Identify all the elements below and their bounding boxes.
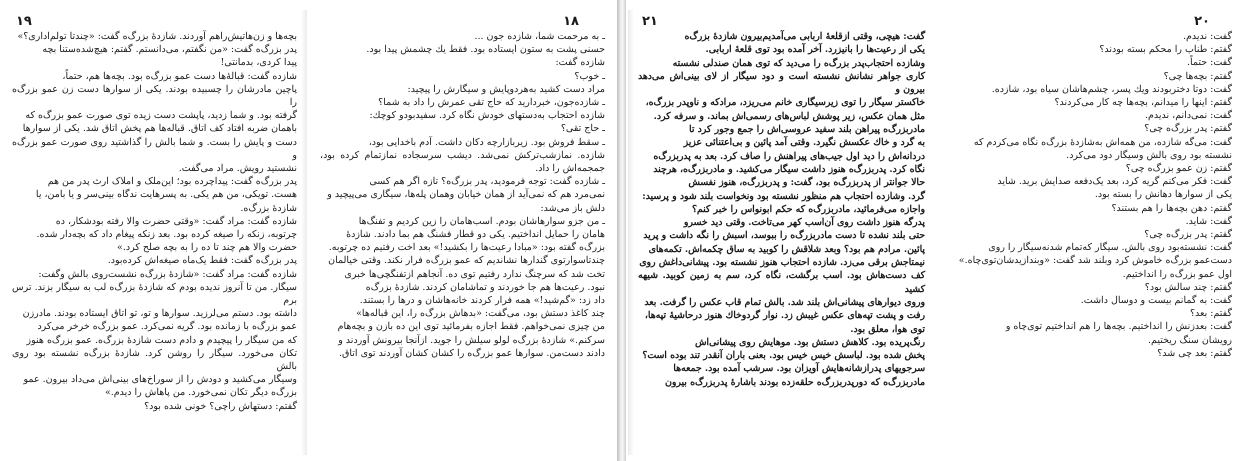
text-line: رنگ‌پریده بود. کلاهش دستش بود. موهایش روی پیشانی‌اش bbox=[695, 336, 925, 348]
text-line: واجازه می‌فرمائید، مادربزرگ‌ه که حکم ابونواس را خبر کنم؟ bbox=[691, 203, 925, 215]
text-line: پیدا کردی، بدمانتی! bbox=[220, 57, 297, 69]
text-line: گفت: دوتا دختربودند ویك پسر، چشم‌هاشان سیاه بود، شازده. bbox=[991, 83, 1232, 95]
text-line: وشازده احتجاب‌پدر بزرگ‌ه را می‌دید که توی همان صندلی نشسته bbox=[672, 57, 925, 69]
text-line: ـ حاج تقی؟ bbox=[560, 123, 605, 135]
page-number: ۱۸ bbox=[563, 14, 579, 29]
text-line: شازده گفت: قبالهٔ‌ها دست عمو بزرگ‌ه بود. بچه‌ها هم، حتماً، bbox=[62, 70, 297, 82]
text-line: گفت: نشسته‌بود روی بالش. سیگار که‌تمام شد‌نه‌سیگار را روی bbox=[988, 242, 1232, 254]
text-line: سیگار. من تا آنروز ندیده بودم که شازدهٔ بزرگ‌ه لب به سیگار بزند. ترس برم bbox=[12, 281, 297, 307]
text-line: ـ شازده گفت: توجه فرمودید، پدر بزرگ‌ه؟ تازه اگر هم کسی bbox=[369, 176, 605, 188]
text-line: شازده گفت: مراد گفت: «وقتی حضرت والا رفته بودشکار، ده bbox=[55, 215, 297, 227]
text-line: رویشان سنگ ریختیم. bbox=[1148, 334, 1232, 346]
text-line: هست. تویکی، من هم یکی. به پسرهایت ندگاه بینی‌سر و یا بامن، یا bbox=[35, 189, 297, 201]
text-line: گفتم: پدر بزرگ‌ه چی؟ bbox=[1144, 123, 1232, 135]
book-spine-divider bbox=[617, 0, 626, 461]
text-line: حالا جوانتر از پدربزرگ‌ه بود، گفت: و پدربزرگ‌ه، هنوز نفسش bbox=[688, 177, 925, 189]
text-line: مراد دست کشید به‌هردوپایش و سیگارش را پیچید: bbox=[407, 83, 605, 95]
text-line: پائین. مرادم هم بود؟ وبعد شلاقش را کوبید به ساق چکمه‌اش. تکمه‌های bbox=[648, 243, 925, 255]
text-line: گفتم: زن عمو بزرگ‌ه چی؟ bbox=[1125, 163, 1232, 175]
text-line: گفتم: بعد چی شد؟ bbox=[1157, 347, 1232, 359]
text-line: پاچین مادرشان را چسبیده بودند. یکی از سوارها دست زن عمو بزرگ‌ه را bbox=[12, 83, 297, 109]
text-line: مادربزرگ‌ه پیراهن بلند سفید عروسی‌اش را جمع وجور کرد تا bbox=[688, 124, 925, 136]
text-line: شازده. نمازشب‌ترکش نمی‌شد. دیشب سرسجاده نمازتمام کرده بود، جمجمه‌اش را داد. bbox=[320, 149, 605, 175]
text-line: گفتم: بعد؟ bbox=[1190, 308, 1232, 320]
text-line: پخش شده بود. لباسش خیس خیس بود. بعنی باران آنقدر تند بوده است؟ bbox=[642, 350, 925, 362]
text-line: نگاه کرد. پدربزرگ‌ه هنوز داشت سیگار می‌کشید. و مادربزرگ‌ه، هرچند bbox=[653, 163, 925, 175]
text-line: گفت: هیچی، وقتی ازقلعهٔ اربابی می‌آمدیم‌بیرون شازدهٔ بزرگ‌ه bbox=[684, 31, 925, 42]
text-line: گفتم: طناب را محکم بسته بودند؟ bbox=[1099, 44, 1232, 56]
text-line: کاری جواهر نشانش نشسته است و دود سیگار از لای بینی‌اش می‌دهد بیرون و bbox=[638, 70, 925, 96]
text-line: گرفته بود. و شما زدید، پاپشت دست زیده توی صورت عمو بزرگ‌ه که bbox=[25, 110, 297, 122]
text-line: سرکنم.» شازدهٔ بزرگ‌ه لولو سیلش را جوید. ازآنجا بیرونش آوردند و bbox=[338, 334, 605, 346]
text-line: بزرگ‌ه دیگر تکان نمی‌خورد. من پاهاش را دیدم.» bbox=[104, 387, 297, 399]
text-line: دردانه‌اش را دید اول جیب‌های پیراهنش را صاف کرد. بعد به پدربزرگ‌ه bbox=[653, 150, 925, 162]
text-line: پدر بزرگ‌ه گفت: پیداچرده بود؛ این‌ملک و املاک ارث پدر من هم bbox=[47, 176, 297, 188]
text-line: بچه‌ها و زن‌هاتیش‌راهم آوردند. شازده‌ٔ بزرگ‌ه گفت: «چندتا تولم‌اداری؟» bbox=[17, 31, 297, 42]
text-line: چرتوبه، زنکه را صیغه کرده بود. بعد زنکه پیغام داد که بچه‌دار شده. bbox=[36, 229, 297, 241]
text-line: هامان را حمایل انداختیم. یکی دو قطار فشنگ هم بما دادند. شازدهٔ bbox=[346, 229, 605, 241]
text-line: باهمان ضربه افتاد کف اتاق. قباله‌ها هم پخش اتاق شد. یکی از سوارها bbox=[22, 123, 297, 135]
text-line: نبود. رعیت‌ها هم جا خوردند و تماشامان کردند. شازدهٔ بزرگ‌ه bbox=[365, 281, 605, 293]
page-text-column bbox=[12, 30, 297, 413]
text-line: نشسته بود روی بالش وسیگار دود می‌کرد. bbox=[1066, 149, 1232, 161]
text-line: گفتم: دهن بچه‌ها را هم بستند؟ bbox=[1111, 202, 1232, 214]
text-line: کف دست‌هاش بود. اسب برگشت، نگاه کرد، سم به زمین کوبید. شیهه کشید bbox=[638, 270, 925, 295]
text-line: ـ خوب؟ bbox=[574, 70, 605, 82]
text-line: شازده گفت: مراد گفت: «شازدهٔ بزرگ‌ه نشست‌روی بالش وگفت: bbox=[38, 268, 297, 280]
text-line: گفت: شاید. bbox=[1185, 215, 1232, 227]
text-line: یکی از سوارها دهانش را بسته بود. bbox=[1094, 189, 1232, 201]
text-line: گفتم: چند سالش بود؟ bbox=[1144, 281, 1232, 293]
text-line: یکی از رعیت‌ها را بانیزرد. آخر آمده بود توی قلعهٔ اربابی. bbox=[705, 44, 925, 56]
text-line: گفت: ندیدم. bbox=[1182, 31, 1232, 42]
text-line: به گرد و خاك عکسش نگیرد. وقتی آمد پائین و بی‌اعتنائی عزیز bbox=[683, 137, 925, 149]
text-line: گفت: فکر می‌کنم گریه کرد، بعد یک‌دفعه صدایش برید. شاید bbox=[997, 176, 1232, 188]
text-line: اول عمو بزرگ‌ه را انداختیم. bbox=[1122, 268, 1232, 280]
text-line: گرد. وشازده احتجاب هم منظور نشسته بود ونخواست بلند شود و پرسید: bbox=[642, 190, 925, 202]
text-line: ـ سقط فروش بود. زیربازارچه دکان داشت. آدم باخدایی بود، bbox=[368, 136, 605, 148]
page-text-column bbox=[320, 30, 605, 360]
text-line: خاکستر سیگار را توی زیرسیگاری خانم می‌ریزد، مرادکه و ناوپدر بزرگ‌ه، bbox=[645, 97, 925, 109]
text-line: گفت: به گمانم بیست و دوسال داشت. bbox=[1080, 295, 1232, 307]
page-text-column bbox=[948, 30, 1232, 360]
text-line: نیمتاجش برقی می‌زد. شازده احتجاب هنوز نشسته بود. پیشانی‌داغش روی bbox=[639, 257, 925, 269]
text-line: سرجویهای پدرازشانه‌هایش آویزان بود. سرشب آمده بود. جمعه‌ها bbox=[673, 363, 925, 375]
text-line: دست‌عمو بزرگ‌ه خاموش کرد وبلند شد گفت: «وبندازید‌شان‌توی‌چاه.» bbox=[958, 255, 1232, 267]
page-number: ۱۹ bbox=[16, 14, 32, 29]
text-line: عمو بزرگ‌ه با زمانده بود. گریه نمی‌کرد. عمو بزرگ‌ه خرخر می‌کرد bbox=[37, 321, 297, 333]
text-line: داد زد: «گم‌شید!» همه فرار کردند خانه‌هاشان و درها را بستند. bbox=[359, 295, 605, 307]
page-21 bbox=[628, 10, 935, 455]
text-line: شازده گفت: bbox=[555, 57, 605, 69]
text-line: گفت: نمی‌دانم، ندیدم. bbox=[1144, 110, 1232, 122]
text-line: که من سیگار را پیچیدم و دادم دست شازدهٔ بزرگ‌ه. عمو بزرگ‌ه هنوز bbox=[26, 334, 297, 346]
text-line: ـ من جزو سوارهاشان بودم. اسب‌هامان را زین کردیم و تفنگ‌ها‌ bbox=[358, 215, 605, 227]
text-line: ـ به مرحمت شما، شازده جون ... bbox=[474, 31, 605, 42]
text-line: گفتم: بچه‌ها چی؟ bbox=[1163, 70, 1232, 82]
text-line: گفتم: اینها را میدانم، بچه‌ها چه کار می‌کردند؟ bbox=[1054, 97, 1232, 109]
text-line: من چیزی نمی‌خواهم. فقط اجازه بفرمائید توی این ده بازن و بچه‌هام bbox=[337, 321, 605, 333]
text-line: گفت: بعدزنش را انداختیم. بچه‌ها را هم انداختیم توی‌چاه و bbox=[1005, 321, 1232, 333]
text-line: رفت و پشت تپه‌های عکس غیبش زد. نوار گردوخاك هنوز درحاشیهٔ تپه‌ها، bbox=[644, 310, 925, 322]
text-line: مادربزرگ‌ه که دورپدربزرگ‌ه حلقه‌زده بودند باشارهٔ پدربزرگ‌ه بیرون bbox=[665, 376, 925, 388]
text-line: حتی بلند نشده تا دست مادربزرگ‌ه را ببوسد، اسبش را نگه داشت و پرید bbox=[643, 230, 925, 242]
text-line: گفتم: دستهاش راچی؟ خونی شده بود؟ bbox=[144, 400, 297, 412]
page-number: ۲۰ bbox=[1194, 14, 1210, 29]
text-line: بزرگ‌ه گفته بود: «مبادا رعیت‌ها را بکشید!» بعد اخت رفتیم ده چرتوبه. bbox=[328, 242, 605, 254]
text-line: نشستید رویش. مراد می‌گفت. bbox=[178, 163, 297, 175]
text-line: تکان می‌خورد. سیگار را روشن کرد. شازدهٔ بزرگ‌ه نشسته بود روی بالش bbox=[12, 347, 297, 373]
text-line: ـ شازده‌جون، خبردارید که حاج تقی عمرش را داد به شما؟ bbox=[378, 97, 605, 109]
text-line: گفت: می‌گه شازده، من همه‌اش به‌شازدهٔ بزرگ‌ه نگاه می‌کردم که bbox=[973, 136, 1232, 148]
text-line: داشته بود. دستم می‌لرزید. سوارها و تو، تو اتاق ایستاده بودند. مادرزن bbox=[22, 308, 297, 320]
page-20 bbox=[938, 10, 1242, 455]
text-line: دلش باز می‌شد: bbox=[540, 202, 605, 214]
text-line: مثل همان عکس، زیر پوشش لباس‌های رسمی‌اش بماند. و سرفه کرد. bbox=[653, 110, 925, 122]
text-line: توی هوا، معلق بود. bbox=[850, 323, 925, 335]
text-line: وسیگار می‌کشید و دودش را از سوراخ‌های بینی‌اش می‌داد بیرون. عمو bbox=[23, 374, 297, 386]
page-19 bbox=[2, 10, 307, 455]
text-line: حضرت والا هم چند تا ده را به بچه صلح کرد.» bbox=[117, 242, 297, 254]
page-18 bbox=[310, 10, 615, 455]
text-line: پدر بزرگ‌ه گفت: فقط یک‌ماه صیغه‌اش کرده‌بود. bbox=[107, 255, 297, 267]
text-line: گفتم: پدر بزرگ‌ه چی؟ bbox=[1144, 229, 1232, 241]
text-line: حسنی پشت به ستون ایستاده بود. فقط یك چشمش پیدا بود. bbox=[366, 44, 605, 56]
text-line: دست و پایش را بست. و شما بالش را گذاشتید روی صورت عمو بزرگ‌ه و bbox=[12, 136, 297, 161]
text-line: وروی دیوارهای پیشانی‌اش بلند شد. بالش تمام قاب عکس را گرفت. بعد bbox=[644, 296, 925, 308]
text-line: پدر بزرگ‌ه گفت: «من نگفتم، می‌دانستم. گفتم: هیچ‌شده‌ستنا بچه bbox=[42, 44, 297, 56]
text-line: پدرگه هنوز داشت روی آن‌اسب کهر می‌تاخت. وقتی دید خسرو bbox=[683, 217, 925, 229]
text-line: نمی‌مرد هم که نمی‌آید از همان خیابان وهمان پله‌ها، سیگاری می‌پیچید و bbox=[327, 189, 605, 201]
text-line: گفت: حتماً. bbox=[1186, 57, 1232, 69]
gutter-shadow bbox=[301, 10, 307, 455]
text-line: دادند دست‌من. سوارها عمو بزرگ‌ه را کشان کشان آوردند توی اتاق. bbox=[338, 347, 605, 359]
page-text-column bbox=[638, 30, 925, 389]
page-number: ۲۱ bbox=[642, 14, 658, 29]
text-line: شازدهٔ بزرگ‌ه. bbox=[240, 202, 297, 214]
gutter-shadow bbox=[628, 10, 634, 455]
text-line: تخت شد که سرچنگ ندارد رفتیم توی ده. آنجاهم ازتفنگچی‌ها خبری bbox=[344, 268, 605, 280]
text-line: چند کاغذ دستش بود، می‌گفت: «بدهاش بزرگ‌ه را، این قباله‌ها» bbox=[356, 308, 605, 320]
text-line: شازده احتجاب به‌دستهای خودش نگاه کرد. سفیدبودو کوچك: bbox=[369, 110, 605, 122]
text-line: چندتاسوارتوی گندارها نشاندیم که عمو بزرگ‌ه فرار نکند. وقتی خیالمان bbox=[328, 255, 605, 267]
